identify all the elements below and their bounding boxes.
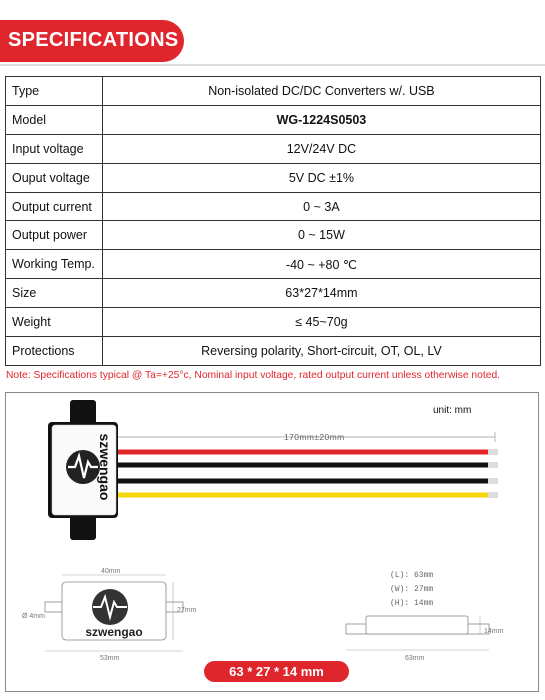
spec-value: Non-isolated DC/DC Converters w/. USB (102, 77, 540, 106)
outer-width-label: 53mm (100, 655, 120, 662)
wire-length-label: 170mm±20mm (284, 432, 345, 442)
spec-value: Reversing polarity, Short-circuit, OT, OL, LV (102, 337, 540, 366)
spec-value: 63*27*14mm (102, 279, 540, 308)
spec-key: Protections (6, 337, 103, 366)
dimension-list (390, 569, 433, 611)
side-length-label: 63mm (405, 655, 425, 662)
front-height-label: 27mm (177, 607, 197, 614)
side-height-label: 14mm (484, 628, 504, 635)
spec-value: -40 ~ +80 ℃ (102, 250, 540, 279)
spec-key: Working Temp. (6, 250, 103, 279)
spec-key: Model (6, 105, 103, 134)
spec-key: Output current (6, 192, 103, 221)
wire-tip (488, 449, 498, 455)
spec-key: Size (6, 279, 103, 308)
dimension-height: (H): 14mm (390, 599, 434, 608)
spec-key: Ouput voltage (6, 163, 103, 192)
inner-width-label: 40mm (101, 568, 121, 575)
side-view (346, 616, 489, 650)
dimension-length: (L): 63mm (390, 571, 434, 580)
spec-value: 5V DC ±1% (102, 163, 540, 192)
banner-title: SPECIFICATIONS (8, 29, 179, 51)
spec-key: Output power (6, 221, 103, 250)
spec-value: ≤ 45~70g (102, 308, 540, 337)
hole-label: Ø 4mm (22, 613, 45, 620)
spec-value: WG-1224S0503 (102, 105, 540, 134)
dimension-width: (W): 27mm (390, 585, 434, 594)
wire-tip (488, 462, 498, 468)
front-brand: szwengao (85, 625, 143, 639)
spec-value: 0 ~ 3A (102, 192, 540, 221)
size-pill: 63 * 27 * 14 mm (204, 661, 349, 682)
wire-tip (488, 478, 498, 484)
brand-vertical: szwengao (97, 433, 113, 501)
unit-label: unit: mm (433, 405, 472, 416)
spec-value: 12V/24V DC (102, 134, 540, 163)
spec-key: Type (6, 77, 103, 106)
wire-tip (488, 492, 498, 498)
spec-note: Note: Specifications typical @ Ta=+25°c, Nominal input voltage, rated output current unless otherwise noted. (6, 370, 501, 381)
converter-body (48, 400, 118, 540)
spec-key: Input voltage (6, 134, 103, 163)
front-view (45, 575, 183, 651)
wires (118, 449, 498, 498)
spec-value: 0 ~ 15W (102, 221, 540, 250)
spec-key: Weight (6, 308, 103, 337)
